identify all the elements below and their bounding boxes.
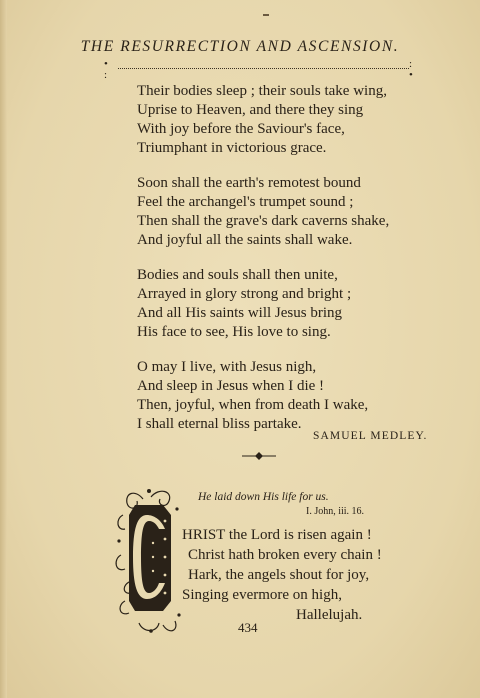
poem-line: Then, joyful, when from death I wake, <box>137 397 369 413</box>
hymn-line: Hark, the angels shout for joy, <box>188 567 370 583</box>
page-number: 434 <box>238 620 258 635</box>
page-gutter-edge <box>0 0 7 698</box>
hymn-line: Singing evermore on high, <box>182 587 342 603</box>
printer-mark <box>263 14 269 16</box>
header-rule <box>118 68 409 69</box>
running-title: THE RESURRECTION AND ASCENSION. <box>80 38 400 55</box>
section-divider-ornament <box>242 451 276 461</box>
decorated-initial-letter <box>113 485 185 637</box>
scripture-reference: I. John, iii. 16. <box>306 506 365 517</box>
poem-line: O may I live, with Jesus nigh, <box>137 359 317 375</box>
poem-line: And joyful all the saints shall wake. <box>137 232 353 248</box>
poem-line: Triumphant in victorious grace. <box>137 140 327 156</box>
poem-line: Arrayed in glory strong and bright ; <box>137 286 352 302</box>
poem-line: Then shall the grave's dark caverns shake, <box>137 213 390 229</box>
poem-line: And sleep in Jesus when I die ! <box>137 378 325 394</box>
poem-stanza-1 <box>137 82 387 158</box>
poem-stanza-3 <box>137 266 351 342</box>
hymn-stanza <box>182 525 382 625</box>
hymn-epigraph: He laid down His life for us. <box>198 491 329 503</box>
hymn-line: Christ hath broken every chain ! <box>188 547 382 563</box>
poem-stanza-2 <box>137 174 389 250</box>
hymn-line: Hallelujah. <box>296 607 363 623</box>
poem-line: Uprise to Heaven, and there they sing <box>137 102 364 118</box>
rule-ornament-left: • : <box>104 58 108 81</box>
poem-line: His face to see, His love to sing. <box>137 324 331 340</box>
poem-line: I shall eternal bliss partake. <box>137 416 302 432</box>
poem-line: Their bodies sleep ; their souls take wing, <box>137 83 387 99</box>
hymn-line: HRIST the Lord is risen again ! <box>182 527 372 543</box>
poem-line: Soon shall the earth's remotest bound <box>137 175 361 191</box>
poem-line: With joy before the Saviour's face, <box>137 121 345 137</box>
poem-line: Bodies and souls shall then unite, <box>137 267 338 283</box>
poem-author: SAMUEL MEDLEY. <box>313 430 428 442</box>
poem-stanza-4 <box>137 358 368 434</box>
poem-line: Feel the archangel's trumpet sound ; <box>137 194 354 210</box>
poem-line: And all His saints will Jesus bring <box>137 305 342 321</box>
rule-ornament-right: : • <box>409 58 413 81</box>
